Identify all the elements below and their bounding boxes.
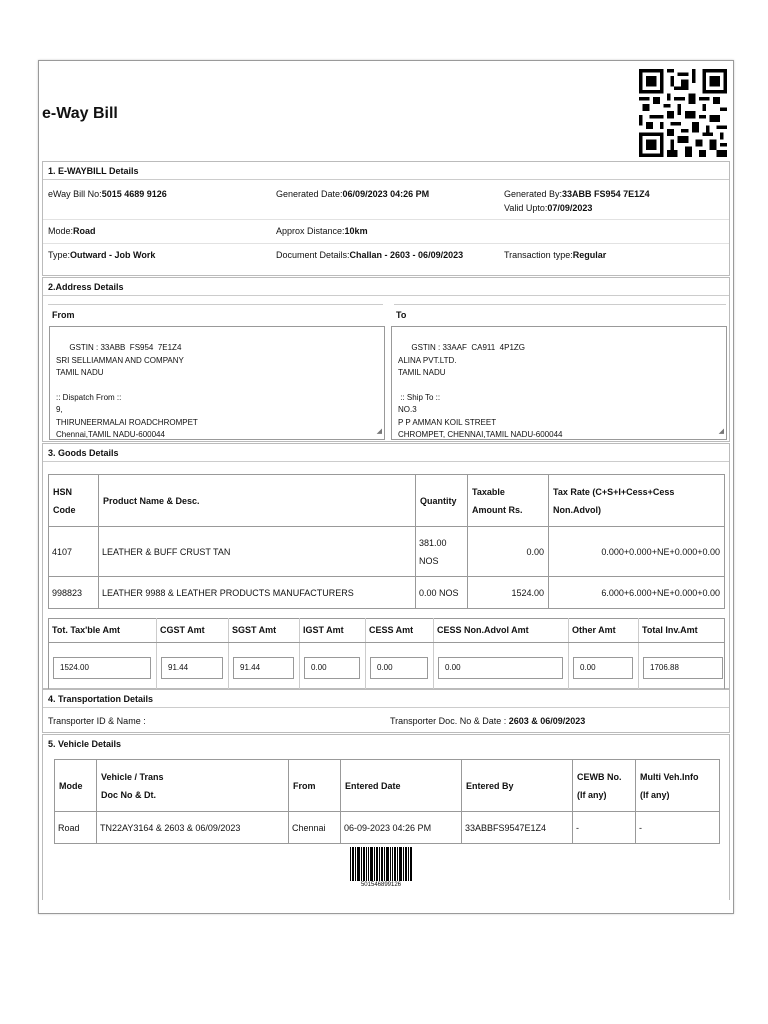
transporter-doc-value: 2603 & 06/09/2023 [508, 716, 586, 726]
product-cell: LEATHER 9988 & LEATHER PRODUCTS MANUFACTURERS [99, 577, 416, 609]
transporter-doc [390, 716, 585, 726]
taxable-cell: 0.00 [468, 527, 549, 577]
taxable-amt-label: Tot. Tax'ble Amt [52, 625, 120, 635]
mode-label: Mode: [48, 226, 74, 236]
page-title: e-Way Bill [42, 105, 118, 122]
cewb-cell: - [573, 812, 636, 844]
sgst-amt-field[interactable]: 91.44 [233, 657, 294, 679]
goods-header-row [49, 475, 725, 527]
table-row [49, 577, 725, 609]
generated-date-value: 06/09/2023 04:26 PM [342, 189, 430, 199]
transaction-type [504, 250, 606, 260]
vehicle-header: Vehicle / Trans Doc No & Dt. [97, 760, 289, 812]
entered-date-header: Entered Date [341, 760, 462, 812]
from-header: From [289, 760, 341, 812]
total-inv-amt-label: Total Inv.Amt [642, 625, 698, 635]
sgst-amt-label: SGST Amt [232, 625, 277, 635]
other-amt-field[interactable]: 0.00 [573, 657, 633, 679]
transaction-type-value: Regular [572, 250, 607, 260]
vehicle-cell: TN22AY3164 & 2603 & 06/09/2023 [97, 812, 289, 844]
mode-header: Mode [55, 760, 97, 812]
from-label: From [52, 310, 75, 320]
valid-upto-value: 07/09/2023 [547, 203, 593, 213]
multi-veh-cell: - [636, 812, 720, 844]
transaction-type-label: Transaction type: [504, 250, 573, 260]
resize-grip-icon[interactable]: ◢ [718, 427, 724, 435]
resize-grip-icon[interactable]: ◢ [376, 427, 382, 435]
cess-nonadvol-amt-field[interactable]: 0.00 [438, 657, 563, 679]
hsn-cell: 998823 [49, 577, 99, 609]
quantity-cell: 381.00 NOS [416, 527, 468, 577]
cess-nonadvol-amt-label: CESS Non.Advol Amt [437, 625, 529, 635]
qr-code-icon [636, 69, 730, 157]
hsn-header: HSN Code [49, 475, 99, 527]
from-address-textarea[interactable] [49, 326, 385, 440]
other-amt-label: Other Amt [572, 625, 616, 635]
hsn-cell: 4107 [49, 527, 99, 577]
document-details-value: Challan - 2603 - 06/09/2023 [349, 250, 464, 260]
total-inv-amt-field[interactable]: 1706.88 [643, 657, 723, 679]
document-details [276, 250, 463, 260]
mode-cell: Road [55, 812, 97, 844]
vehicle-table [54, 759, 720, 844]
section-title: 1. E-WAYBILL Details [43, 162, 729, 180]
generated-date [276, 189, 429, 199]
bill-no-label: eWay Bill No: [48, 189, 102, 199]
cess-amt-label: CESS Amt [369, 625, 414, 635]
section-title: 2.Address Details [43, 278, 729, 296]
generated-by-label: Generated By: [504, 189, 563, 199]
eway-bill-page [38, 60, 734, 914]
approx-distance [276, 226, 368, 236]
multi-veh-header: Multi Veh.Info (If any) [636, 760, 720, 812]
transporter-doc-label: Transporter Doc. No & Date : [390, 716, 509, 726]
to-address-text: GSTIN : 33AAF CA911 4P1ZG ALINA PVT.LTD. TAMIL NADU :: Ship To :: NO.3 P P AMMAN KOIL STREET CHROMPET, CHENNAI,TAMIL NADU-600044 [398, 343, 563, 440]
bill-no [48, 189, 167, 199]
igst-amt-field[interactable]: 0.00 [304, 657, 360, 679]
to-label: To [396, 310, 407, 320]
type [48, 250, 155, 260]
taxable-amt-field[interactable]: 1524.00 [53, 657, 151, 679]
cgst-amt-label: CGST Amt [160, 625, 205, 635]
goods-details-section [42, 443, 730, 689]
table-row [55, 812, 720, 844]
goods-table [48, 474, 725, 609]
cewb-header: CEWB No. (If any) [573, 760, 636, 812]
document-details-label: Document Details: [276, 250, 350, 260]
entered-by-cell: 33ABBFS9547E1Z4 [462, 812, 573, 844]
generated-date-label: Generated Date: [276, 189, 343, 199]
quantity-header: Quantity [416, 475, 468, 527]
igst-amt-label: IGST Amt [303, 625, 344, 635]
cgst-amt-field[interactable]: 91.44 [161, 657, 223, 679]
section-title: 5. Vehicle Details [48, 739, 122, 749]
taxrate-header: Tax Rate (C+S+I+Cess+Cess Non.Advol) [549, 475, 725, 527]
quantity-cell: 0.00 NOS [416, 577, 468, 609]
cess-amt-field[interactable]: 0.00 [370, 657, 428, 679]
product-cell: LEATHER & BUFF CRUST TAN [99, 527, 416, 577]
taxrate-cell: 6.000+6.000+NE+0.000+0.00 [549, 577, 725, 609]
valid-upto [504, 203, 592, 213]
vehicle-header-row [55, 760, 720, 812]
barcode-icon [350, 847, 412, 881]
entered-date-cell: 06-09-2023 04:26 PM [341, 812, 462, 844]
entered-by-header: Entered By [462, 760, 573, 812]
taxrate-cell: 0.000+0.000+NE+0.000+0.00 [549, 527, 725, 577]
ewaybill-details-section [42, 161, 730, 276]
taxable-cell: 1524.00 [468, 577, 549, 609]
from-address-text: GSTIN : 33ABB FS954 7E1Z4 SRI SELLIAMMAN AND COMPANY TAMIL NADU :: Dispatch From :: 9, THIRUNEERMALAI ROADCHROMPET Chennai,TAMIL NADU-600044 [56, 343, 198, 440]
distance-label: Approx Distance: [276, 226, 345, 236]
from-cell: Chennai [289, 812, 341, 844]
to-address-textarea[interactable] [391, 326, 727, 440]
address-details-section [42, 277, 730, 442]
barcode-number: 501546899126 [360, 882, 402, 888]
table-row [49, 527, 725, 577]
section-title: 4. Transportation Details [43, 690, 729, 708]
transporter-id-label: Transporter ID & Name : [48, 716, 146, 726]
generated-by [504, 189, 650, 199]
bill-no-value: 5015 4689 9126 [101, 189, 167, 199]
type-value: Outward - Job Work [70, 250, 156, 260]
mode-value: Road [73, 226, 96, 236]
type-label: Type: [48, 250, 71, 260]
valid-upto-label: Valid Upto: [504, 203, 548, 213]
transportation-details-section [42, 689, 730, 733]
product-header: Product Name & Desc. [99, 475, 416, 527]
mode [48, 226, 96, 236]
section-title: 3. Goods Details [43, 444, 729, 462]
taxable-header: Taxable Amount Rs. [468, 475, 549, 527]
generated-by-value: 33ABB FS954 7E1Z4 [562, 189, 650, 199]
distance-value: 10km [344, 226, 368, 236]
